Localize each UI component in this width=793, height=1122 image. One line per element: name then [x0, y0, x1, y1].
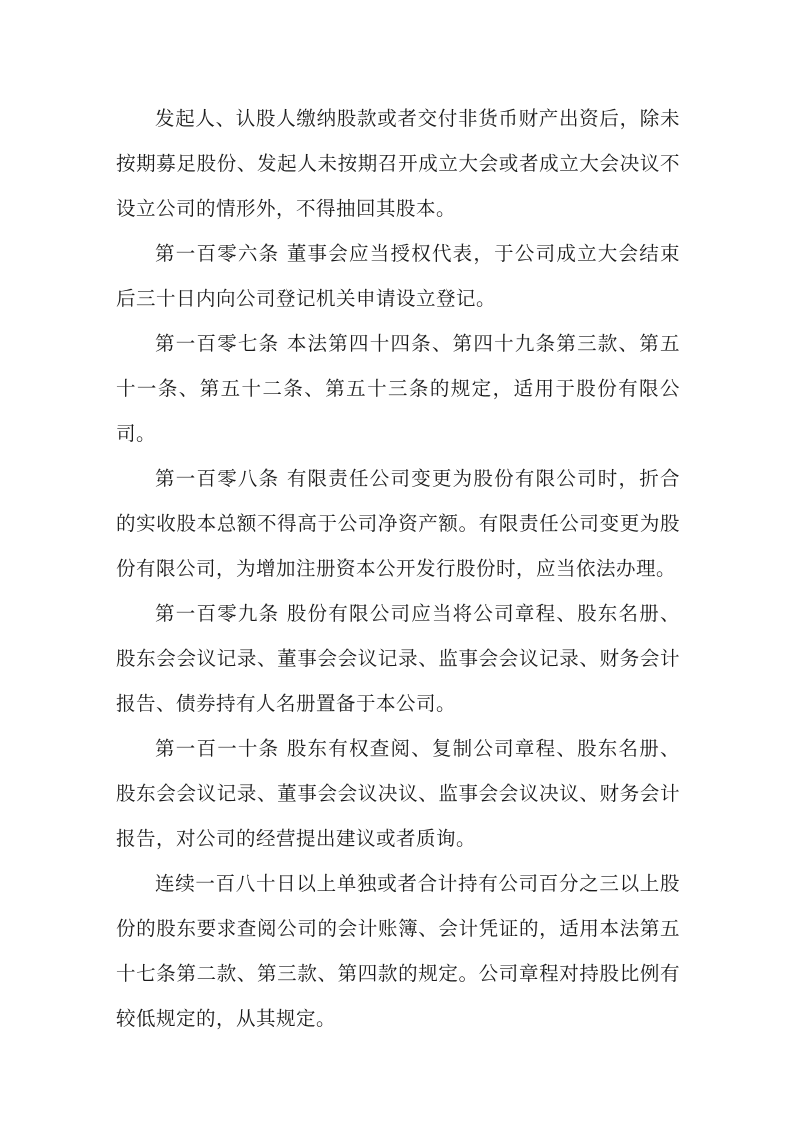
- paragraph-article-106: 第一百零六条 董事会应当授权代表，于公司成立大会结束后三十日内向公司登记机关申请设立登记。: [116, 242, 680, 310]
- paragraph-article-107: 第一百零七条 本法第四十四条、第四十九条第三款、第五十一条、第五十二条、第五十三条的规定，适用于股份有限公司。: [116, 332, 680, 445]
- paragraph-article-108: 第一百零八条 有限责任公司变更为股份有限公司时，折合的实收股本总额不得高于公司净资产额。有限责任公司变更为股份有限公司，为增加注册资本公开发行股份时，应当依法办理。: [116, 467, 680, 580]
- paragraph-article-109: 第一百零九条 股份有限公司应当将公司章程、股东名册、股东会会议记录、董事会会议记录、监事会会议记录、财务会计报告、债券持有人名册置备于本公司。: [116, 602, 680, 715]
- paragraph-article-110: 第一百一十条 股东有权查阅、复制公司章程、股东名册、股东会会议记录、董事会会议决议、监事会会议决议、财务会计报告，对公司的经营提出建议或者质询。: [116, 737, 680, 850]
- paragraph-article-110-continued: 连续一百八十日以上单独或者合计持有公司百分之三以上股份的股东要求查阅公司的会计账簿、会计凭证的，适用本法第五十七条第二款、第三款、第四款的规定。公司章程对持股比例有较低规定的，从其规定。: [116, 872, 680, 1030]
- paragraph-shareholder-withdrawal: 发起人、认股人缴纳股款或者交付非货币财产出资后，除未按期募足股份、发起人未按期召开成立大会或者成立大会决议不设立公司的情形外，不得抽回其股本。: [116, 107, 680, 220]
- document-body: [116, 96, 680, 1041]
